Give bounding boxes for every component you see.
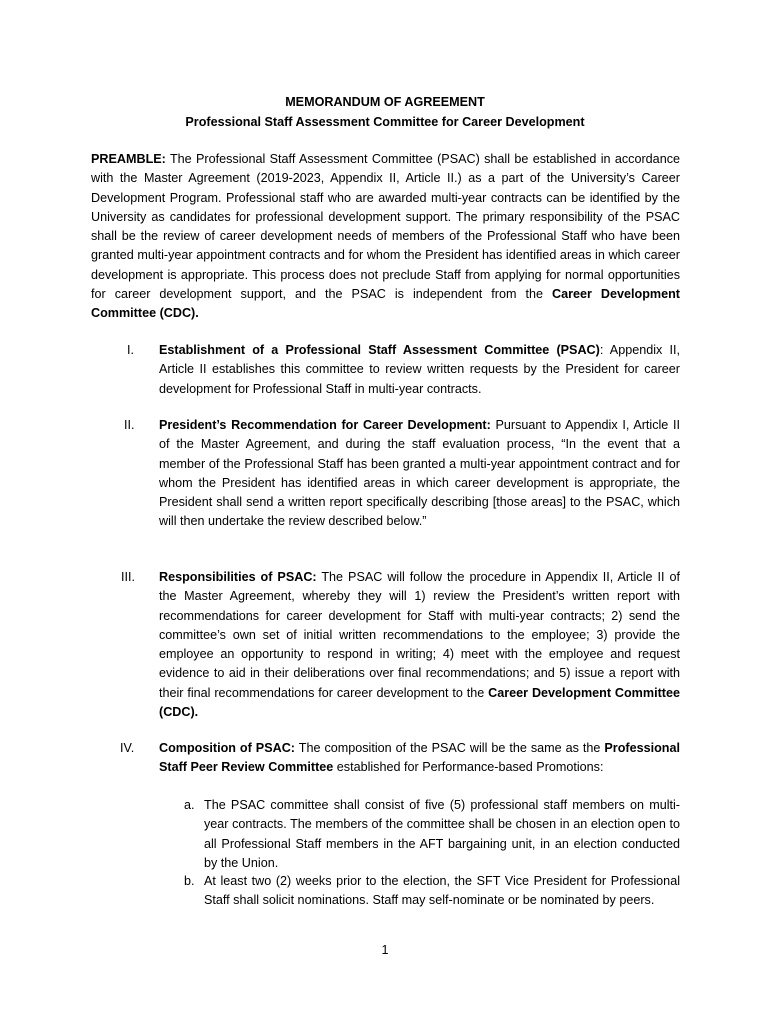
preamble-paragraph <box>91 150 680 323</box>
section-number: III. <box>121 570 135 584</box>
section-number: I. <box>127 343 134 357</box>
section-heading: Composition of PSAC: <box>159 741 295 755</box>
section-heading: President’s Recommendation for Career Development: <box>159 418 491 432</box>
section-number: IV. <box>120 741 135 755</box>
section-heading: Responsibilities of PSAC: <box>159 570 317 584</box>
section-bold-mid: Professional Staff Peer Review Committee <box>159 741 680 775</box>
list-item: The PSAC committee shall consist of five (5) professional staff members on multi-year contracts. The members of the committee shall be chosen in an election open to all Professional Staff members in the AFT bargaining unit, in an election conducted by the Union. <box>204 798 680 870</box>
preamble-bold-end: Career Development Committee (CDC). <box>91 286 680 320</box>
section-heading: Establishment of a Professional Staff Assessment Committee (PSAC) <box>159 343 600 357</box>
list-item: At least two (2) weeks prior to the election, the SFT Vice President for Professional Staff shall solicit nominations. Staff may self-nominate or be nominated by peers. <box>204 874 680 908</box>
list-item-letter: b. <box>184 874 195 888</box>
section-text: Pursuant to Appendix I, Article II of the Master Agreement, and during the staff evaluation process, “In the event that a member of the Professional Staff has been granted a multi-year appointment contract and for whom the President has identified areas in which career development is appropriate, the President shall send a written report specifically describing [those areas] to the PSAC, which will then undertake the review described below.” <box>159 418 680 529</box>
section-paragraph <box>159 416 680 532</box>
section-paragraph <box>159 739 680 778</box>
section-text: The composition of the PSAC will be the same as the <box>295 741 605 755</box>
list-item-letter: a. <box>184 798 195 812</box>
section-text: The PSAC will follow the procedure in Appendix II, Article II of the Master Agreement, whereby they will 1) review the President’s written report with recommendations for career development for Staff with multi-year contracts; 2) send the committee’s own set of initial written recommendations to the employee; 3) provide the employee an opportunity to respond in writing; 4) meet with the employee and request evidence to aid in their deliberations over final recommendations; and 5) issue a report with their final recommendations for career development to the <box>159 570 680 700</box>
section-bold-end: Career Development Committee (CDC). <box>159 685 680 719</box>
section-text: : Appendix II, Article II establishes this committee to review written requests by the President for career development for Professional Staff in multi-year contracts. <box>159 343 680 396</box>
document-title: MEMORANDUM OF AGREEMENT <box>285 95 485 109</box>
section-number: II. <box>124 418 135 432</box>
preamble-text: The Professional Staff Assessment Committee (PSAC) shall be established in accordance with the Master Agreement (2019-2023, Appendix II, Article II.) as a part of the University’s Career Development Program. Professional staff who are awarded multi-year contracts can be identified by the University as candidates for professional development support. The primary responsibility of the PSAC shall be the review of career development needs of members of the Professional Staff who have been granted multi-year appointment contracts and for whom the President has identified areas in which career development is appropriate. This process does not preclude Staff from applying for normal opportunities for career development support, and the PSAC is independent from the <box>91 152 680 301</box>
preamble-label: PREAMBLE: <box>91 152 166 166</box>
page-number: 1 <box>381 943 389 957</box>
section-paragraph <box>159 568 680 722</box>
document-subtitle: Professional Staff Assessment Committee for Career Development <box>185 115 585 129</box>
section-paragraph <box>159 341 680 399</box>
section-text-2: established for Performance-based Promotions: <box>333 760 604 775</box>
